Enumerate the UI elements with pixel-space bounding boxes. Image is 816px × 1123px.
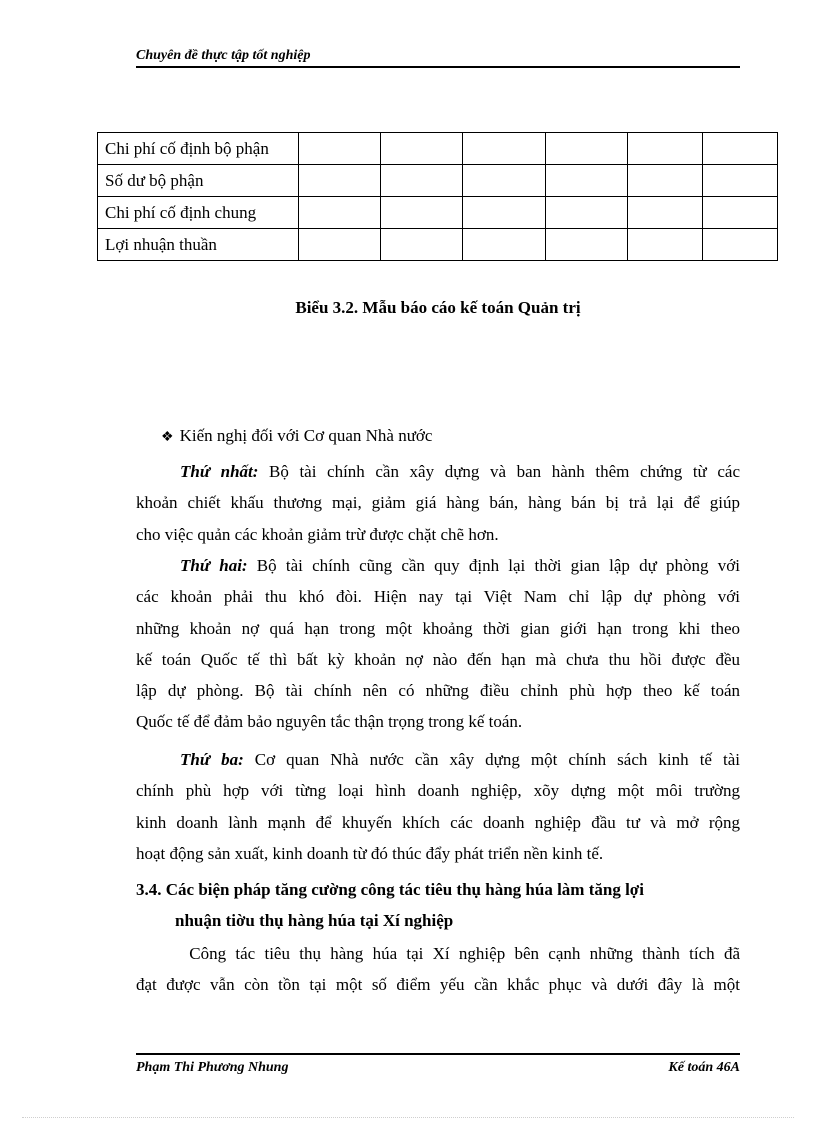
footer-class: Kế toán 46A	[668, 1060, 740, 1075]
header-title: Chuyên đề thực tập tốt nghiệp	[136, 48, 311, 63]
table-caption: Biểu 3.2. Mẫu báo cáo kế toán Quản trị	[295, 298, 581, 317]
table-row	[98, 165, 778, 197]
table-row	[98, 197, 778, 229]
report-table	[97, 132, 778, 261]
paragraph-second: Thứ hai: Bộ tài chính cũng cần quy định lại thời gian lập dự phòng với các khoản phải thu khó đòi. Hiện nay tại Việt Nam chỉ lập dự phòng với những khoản nợ quá hạn trong một khoảng thời gian giới hạn trong khi theo kế toán Quốc tế thì bất kỳ khoản nợ nào đến hạn mà chưa thu hồi được đều lập dự phòng. Bộ tài chính nên có những điều chỉnh phù hợp theo kế toán Quốc tế để đảm bảo nguyên tắc thận trọng trong kế toán.	[136, 556, 740, 732]
paragraph-lead: Thứ hai:	[180, 556, 248, 575]
bullet-heading	[161, 426, 432, 446]
paragraph-lead: Thứ nhất:	[180, 462, 259, 481]
footer-author: Phạm Thi Phương Nhung	[136, 1060, 289, 1075]
page-footer	[136, 1053, 740, 1076]
diamond-bullet-icon: ❖	[161, 430, 174, 445]
section-heading: 3.4. Các biện pháp tăng cường công tác tiêu thụ hàng húa làm tăng lợi nhuận tiờu thụ hàng húa tại Xí nghiệp	[136, 880, 644, 930]
page-header	[136, 48, 740, 68]
paragraph-first: Thứ nhất: Bộ tài chính cần xây dựng và ban hành thêm chứng từ các khoản chiết khấu thương mại, giảm giá hàng bán, hàng bán bị trả lại để giúp cho việc quản các khoản giảm trừ được chặt chẽ hơn.	[136, 462, 740, 544]
row-label: Chi phí cố định chung	[98, 197, 299, 229]
row-label: Số dư bộ phận	[98, 165, 299, 197]
page-edge-divider	[22, 1117, 794, 1118]
row-label: Lợi nhuận thuần	[98, 229, 299, 261]
table-row	[98, 133, 778, 165]
paragraph-closing: Công tác tiêu thụ hàng húa tại Xí nghiệp bên cạnh những thành tích đã đạt được vẫn còn tồn tại một số điểm yếu cần khắc phục và dưới đây là một	[136, 944, 740, 995]
bullet-text: Kiến nghị đối với Cơ quan Nhà nước	[179, 426, 433, 445]
paragraph-third: Thứ ba: Cơ quan Nhà nước cần xây dựng một chính sách kinh tế tài chính phù hợp với từng loại hình doanh nghiệp, xõy dựng một môi trường kinh doanh lành mạnh để khuyến khích các doanh nghiệp đầu tư và mở rộng hoạt động sản xuất, kinh doanh từ đó thúc đẩy phát triển nền kinh tế.	[136, 750, 741, 863]
table-row	[98, 229, 778, 261]
paragraph-lead: Thứ ba:	[180, 750, 244, 769]
row-label: Chi phí cố định bộ phận	[98, 133, 299, 165]
